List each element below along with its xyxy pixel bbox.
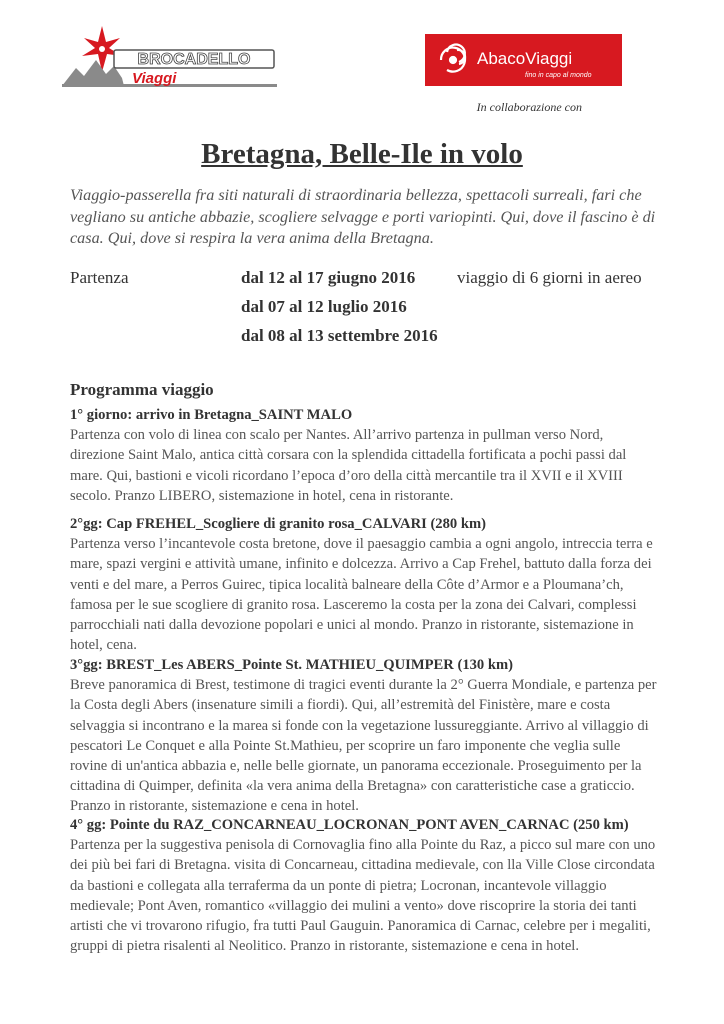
logo-text-brocadello: BROCADELLO	[137, 51, 251, 68]
day-3-text: Breve panoramica di Brest, testimone di tragici eventi durante la 2° Guerra Mondiale, e partenza per la Costa degli Abers (insenature simili a fiordi). Qui, all’estremità del Finistère, mare e costa selvaggia si incontrano e la marea si fonde con la vegetazione lussureggiante. Arrivo al villaggio di pescatori Le Conquet e alla Pointe St.Mathieu, per scoprire un faro imponente che veglia sulle rovine di un'antica abbazia e, nelle belle giornate, un panorama eccezionale. Proseguimento per la cittadina di Quimper, definita «la vera anima della Bretagna» con caratteristiche case a graticcio. Pranzo in ristorante, sistemazione e cena in hotel.	[70, 677, 657, 815]
logo-text-viaggi: Viaggi	[132, 70, 177, 87]
intro-paragraph: Viaggio-passerella fra siti naturali di straordinaria bellezza, spettacoli surreali, fari che vegliano su antiche abbazie, scogliere selvagge e porti variopinti. Qui, dove il fascino è di casa. Qui, dove si respira la vera anima della Bretagna.	[70, 186, 656, 247]
day-1-text: Partenza con volo di linea con scalo per Nantes. All’arrivo partenza in pullman verso Nord, direzione Saint Malo, antica città corsara con la splendida cittadella fortificata a pochi passi dal mare. Qui, bastioni e vicoli ricordano l’epoca d’oro della città mercantile tra il XVII e il XVIII secolo. Pranzo LIBERO, sistemazione in hotel, cena in ristorante.	[70, 427, 627, 504]
logo-tagline: fino in capo al mondo	[525, 72, 592, 79]
collaboration-note: In collaborazione con	[476, 100, 582, 114]
day-1	[70, 405, 660, 506]
program-title: Programma viaggio	[70, 380, 214, 399]
departure-note: viaggio di 6 giorni in aereo	[457, 268, 642, 287]
day-4-text: Partenza per la suggestiva penisola di Cornovaglia fino alla Pointe du Raz, a picco sul mare con uno dei più bei fari di Bretagna. visita di Concarneau, cittadina medievale, con lla Ville Close circondata da bastioni e collegata alla terraferma da un ponte di pietra; Locronan, incantevole villaggio medievale; Pont Aven, romantico «villaggio dei mulini a vento» dove riscoprire la storia dei tanti artisti che vi trovarono rifugio, fra tutti Paul Gauguin. Panoramica di Carnac, celebre per i megaliti, gruppi di pietra risalenti al Neolitico. Pranzo in ristorante, sistemazione e cena in hotel.	[70, 837, 656, 955]
departure-label: Partenza	[70, 268, 129, 287]
day-2	[70, 514, 660, 655]
departure-date-1: dal 12 al 17 giugno 2016	[241, 268, 416, 287]
day-1-heading: 1° giorno: arrivo in Bretagna_SAINT MALO	[70, 407, 353, 423]
day-2-text: Partenza verso l’incantevole costa bretone, dove il paesaggio cambia a ogni angolo, intreccia terra e mare, spazi vergini e attività umane, infinito e dolcezza. Arrivo a Cap Frehel, battuto dalla forza dei venti e del mare, a Perros Guirec, tipica località balneare della Côte d’Armor e a Ploumana’ch, famosa per le sue scogliere di granito rosa. Lasceremo la costa per la zona dei Calvari, complessi parrocchiali nati dalla devozione popolari e unici al mondo. Pranzo in ristorante, sistemazione in hotel, cena.	[70, 536, 653, 654]
day-4-heading: 4° gg: Pointe du RAZ_CONCARNEAU_LOCRONAN_PONT AVEN_CARNAC (250 km)	[70, 817, 629, 833]
day-3	[70, 655, 660, 817]
logo-text-abacoviaggi: AbacoViaggi	[477, 49, 573, 68]
abacoviaggi-logo	[425, 34, 622, 86]
day-4	[70, 815, 660, 956]
day-2-heading: 2°gg: Cap FREHEL_Scogliere di granito rosa_CALVARI (280 km)	[70, 516, 486, 532]
day-3-heading: 3°gg: BREST_Les ABERS_Pointe St. MATHIEU_QUIMPER (130 km)	[70, 657, 513, 673]
brocadello-logo	[62, 20, 277, 90]
departure-date-2: dal 07 al 12 luglio 2016	[241, 297, 407, 316]
flower-icon	[441, 45, 465, 72]
page-title: Bretagna, Belle-Ile in volo	[201, 138, 523, 170]
departure-date-3: dal 08 al 13 settembre 2016	[241, 326, 438, 345]
